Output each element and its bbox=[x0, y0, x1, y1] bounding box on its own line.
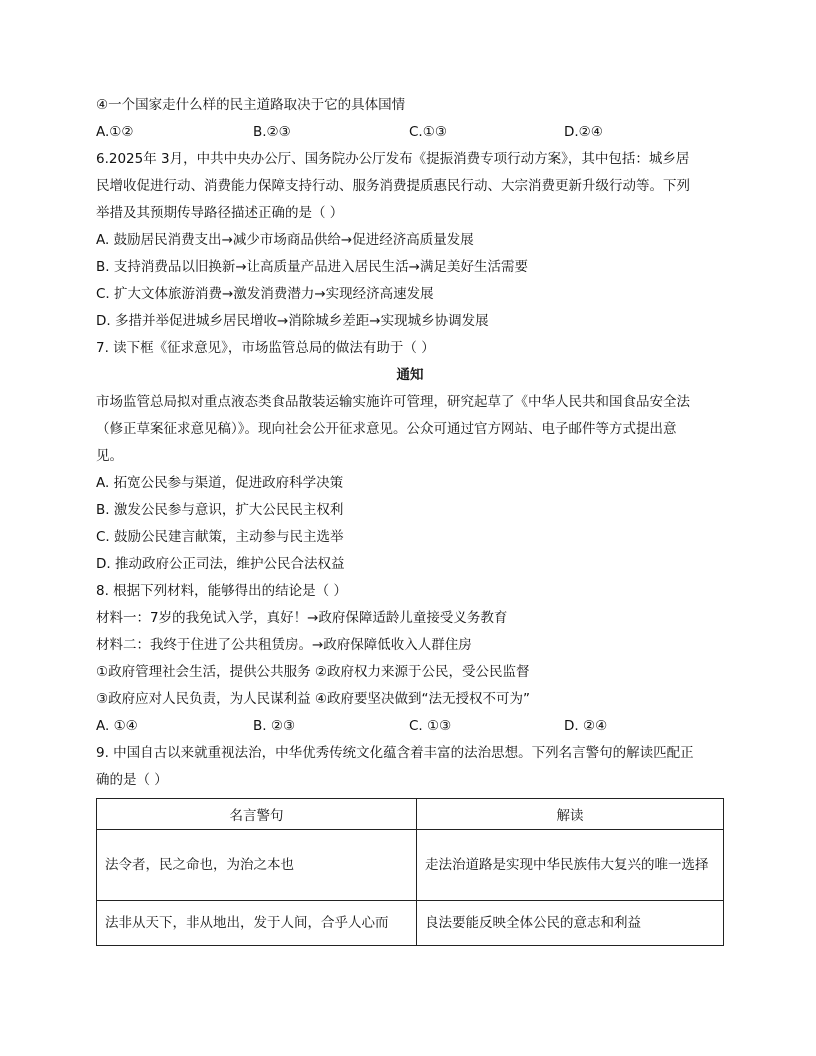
q9-stem-line-2: 确的是（ ） bbox=[96, 772, 168, 788]
q8-statements-line-1: ①政府管理社会生活，提供公共服务 ②政府权力来源于公民，受公民监督 bbox=[96, 664, 530, 680]
table-cell-quote: 法非从天下，非从地出，发于人间，合乎人心而 bbox=[97, 901, 417, 946]
q7-option-b: B. 激发公民参与意识，扩大公民民主权利 bbox=[96, 502, 344, 518]
q5-option-a: A.①② bbox=[96, 124, 134, 140]
q5-option-d: D.②④ bbox=[564, 124, 603, 140]
q6-stem-line-1: 6.2025年 3月，中共中央办公厅、国务院办公厅发布《提振消费专项行动方案》，其中包括：城乡居 bbox=[96, 151, 690, 167]
table-header-row bbox=[97, 799, 724, 830]
table-header-quote: 名言警句 bbox=[97, 799, 417, 830]
table-cell-interpretation: 良法要能反映全体公民的意志和利益 bbox=[417, 901, 724, 946]
q8-statements-line-2: ③政府应对人民负责，为人民谋利益 ④政府要坚决做到“法无授权不可为” bbox=[96, 691, 530, 707]
q8-option-b: B. ②③ bbox=[253, 718, 296, 734]
q6-option-b: B. 支持消费品以旧换新→让高质量产品进入居民生活→满足美好生活需要 bbox=[96, 259, 528, 275]
q9-table bbox=[96, 798, 724, 946]
q8-option-a: A. ①④ bbox=[96, 718, 138, 734]
q7-option-a: A. 拓宽公民参与渠道，促进政府科学决策 bbox=[96, 475, 344, 491]
q8-stem: 8. 根据下列材料，能够得出的结论是（ ） bbox=[96, 583, 347, 599]
q7-option-d: D. 推动政府公正司法，维护公民合法权益 bbox=[96, 556, 345, 572]
q8-options bbox=[96, 713, 724, 740]
q9-stem-line-1: 9. 中国自古以来就重视法治，中华优秀传统文化蕴含着丰富的法治思想。下列名言警句的解读匹配正 bbox=[96, 745, 694, 761]
q5-option-c: C.①③ bbox=[409, 124, 447, 140]
table-cell-interpretation: 走法治道路是实现中华民族伟大复兴的唯一选择 bbox=[417, 830, 724, 901]
q8-material-2: 材料二：我终于住进了公共租赁房。→政府保障低收入人群住房 bbox=[96, 637, 472, 653]
table-row bbox=[97, 901, 724, 946]
q6-option-d: D. 多措并举促进城乡居民增收→消除城乡差距→实现城乡协调发展 bbox=[96, 313, 489, 329]
q6-stem-line-3: 举措及其预期传导路径描述正确的是（ ） bbox=[96, 205, 344, 221]
q6-option-c: C. 扩大文体旅游消费→激发消费潜力→实现经济高速发展 bbox=[96, 286, 434, 302]
q5-option-b: B.②③ bbox=[253, 124, 291, 140]
q7-stem: 7. 读下框《征求意见》，市场监管总局的做法有助于（ ） bbox=[96, 340, 435, 356]
q8-material-1: 材料一：7岁的我免试入学，真好！→政府保障适龄儿童接受义务教育 bbox=[96, 610, 508, 626]
q5-options bbox=[96, 119, 724, 146]
table-cell-quote: 法令者，民之命也，为治之本也 bbox=[97, 830, 417, 901]
exam-page bbox=[96, 92, 724, 946]
q8-option-c: C. ①③ bbox=[409, 718, 452, 734]
table-header-interpretation: 解读 bbox=[417, 799, 724, 830]
table-row bbox=[97, 830, 724, 901]
q6-stem-line-2: 民增收促进行动、消费能力保障支持行动、服务消费提质惠民行动、大宗消费更新升级行动等。下列 bbox=[96, 178, 690, 194]
q5-statement-4: ④一个国家走什么样的民主道路取决于它的具体国情 bbox=[96, 97, 406, 113]
q8-option-d: D. ②④ bbox=[564, 718, 608, 734]
q7-notice-line-1: 市场监管总局拟对重点液态类食品散装运输实施许可管理，研究起草了《中华人民共和国食品安全法 bbox=[96, 394, 690, 410]
q7-option-c: C. 鼓励公民建言献策，主动参与民主选举 bbox=[96, 529, 344, 545]
q7-notice-title: 通知 bbox=[396, 367, 424, 383]
q7-notice-line-3: 见。 bbox=[96, 448, 123, 464]
q7-notice-line-2: （修正草案征求意见稿）》。现向社会公开征求意见。公众可通过官方网站、电子邮件等方式提出意 bbox=[96, 421, 677, 437]
q6-option-a: A. 鼓励居民消费支出→减少市场商品供给→促进经济高质量发展 bbox=[96, 232, 474, 248]
